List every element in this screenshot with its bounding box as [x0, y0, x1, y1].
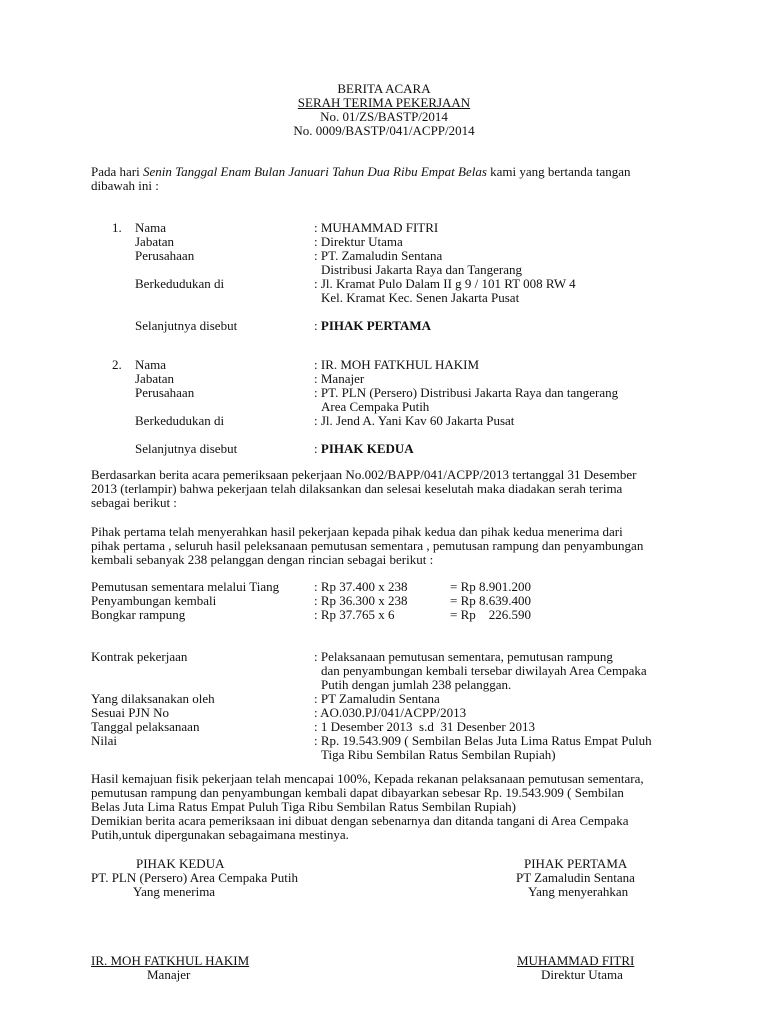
nilai-line-1: : Rp. 19.543.909 ( Sembilan Belas Juta Lima Ratus Empat Puluh	[314, 733, 652, 748]
kontrak-line-1: : Pelaksanaan pemutusan sementara, pemutusan rampung	[314, 649, 613, 664]
party2-berkedudukan-label: Berkedudukan di	[135, 413, 225, 428]
party2-role: PIHAK KEDUA	[320, 441, 414, 456]
party2-perusahaan: : PT. PLN (Persero) Distribusi Jakarta Raya dan tangerang	[314, 385, 619, 400]
party1-disebut-label: Selanjutnya disebut	[135, 318, 238, 333]
cost-label-1: Pemutusan sementara melalui Tiang	[91, 579, 280, 594]
tanggal-label: Tanggal pelaksanaan	[91, 719, 200, 734]
party2-nama: : IR. MOH FATKHUL HAKIM	[314, 357, 480, 372]
para3-line-1: Hasil kemajuan fisik pekerjaan telah mencapai 100%, Kepada rekanan pelaksanaan pemutusan sementara,	[91, 771, 644, 786]
cost-label-3: Bongkar rampung	[91, 607, 186, 622]
para2-line-1: Pihak pertama telah menyerahkan hasil pekerjaan kepada pihak kedua dan pihak kedua menerima dari	[91, 524, 623, 539]
nilai-line-2: Tiga Ribu Sembilan Ratus Sembilan Rupiah)	[321, 747, 556, 762]
party2-jabatan-label: Jabatan	[135, 371, 174, 386]
party1-nama: : MUHAMMAD FITRI	[314, 220, 439, 235]
party1-perusahaan-2: Distribusi Jakarta Raya dan Tangerang	[321, 262, 523, 277]
sign-right-role: PIHAK PERTAMA	[524, 856, 628, 871]
para2-line-3: kembali sebanyak 238 pelanggan dengan rincian sebagai berikut :	[91, 552, 434, 567]
pelaksana-label: Yang dilaksanakan oleh	[91, 691, 215, 706]
sign-right-company: PT Zamaludin Sentana	[516, 870, 635, 885]
sign-right-title: Direktur Utama	[541, 967, 623, 982]
party2-disebut-colon: :	[314, 441, 321, 456]
cost-label-2: Penyambungan kembali	[91, 593, 217, 608]
cost-calc-3: : Rp 37.765 x 6	[314, 607, 395, 622]
party2-perusahaan-2: Area Cempaka Putih	[321, 399, 430, 414]
party2-disebut-label: Selanjutnya disebut	[135, 441, 238, 456]
sign-left-name: IR. MOH FATKHUL HAKIM	[91, 953, 250, 968]
sign-right-action: Yang menyerahkan	[528, 884, 629, 899]
party1-berkedudukan-label: Berkedudukan di	[135, 276, 225, 291]
pelaksana: : PT Zamaludin Sentana	[314, 691, 440, 706]
para1-line-3: sebagai berikut :	[91, 495, 177, 510]
para3-line-4: Demikian berita acara pemeriksaan ini dibuat dengan sebenarnya dan ditanda tangani di Area Cempaka	[91, 813, 629, 828]
cost-result-2: = Rp 8.639.400	[450, 593, 532, 608]
party1-role: PIHAK PERTAMA	[320, 318, 432, 333]
pjn-label: Sesuai PJN No	[91, 705, 170, 720]
sign-left-action: Yang menerima	[133, 884, 216, 899]
intro-line-2: dibawah ini :	[91, 178, 159, 193]
cost-result-3: = Rp 226.590	[450, 607, 532, 622]
party1-perusahaan-label: Perusahaan	[135, 248, 195, 263]
kontrak-line-3: Putih dengan jumlah 238 pelanggan.	[321, 677, 512, 692]
para1-line-2: 2013 (terlampir) bahwa pekerjaan telah dilaksankan dan selesai keselutah maka diadakan serah terima	[91, 481, 623, 496]
party1-disebut-colon: :	[314, 318, 321, 333]
para3-line-3: Belas Juta Lima Ratus Empat Puluh Tiga Ribu Sembilan Ratus Sembilan Rupiah)	[91, 799, 517, 814]
para2-line-2: pihak pertama , seluruh hasil peleksanaan pemutusan sementara , pemutusan rampung dan penyambungan	[91, 538, 644, 553]
pjn-number: : AO.030.PJ/041/ACPP/2013	[314, 705, 467, 720]
cost-calc-1: : Rp 37.400 x 238	[314, 579, 408, 594]
para3-line-2: pemutusan rampung dan penyambungan kembali dapat dibayarkan sebesar Rp. 19.543.909 ( Sembilan	[91, 785, 624, 800]
kontrak-line-2: dan penyambungan kembali tersebar diwilayah Area Cempaka	[321, 663, 647, 678]
document-number-1: No. 01/ZS/BASTP/2014	[320, 109, 448, 124]
kontrak-label: Kontrak pekerjaan	[91, 649, 188, 664]
party2-perusahaan-label: Perusahaan	[135, 385, 195, 400]
document-subtitle	[0, 96, 768, 110]
cost-result-1: = Rp 8.901.200	[450, 579, 532, 594]
document-title: BERITA ACARA	[337, 81, 431, 96]
intro-date: Senin Tanggal Enam Bulan Januari Tahun Dua Ribu Empat Belas	[142, 164, 487, 179]
party1-jabatan-label: Jabatan	[135, 234, 174, 249]
nilai-label: Nilai	[91, 733, 117, 748]
party1-perusahaan: : PT. Zamaludin Sentana	[314, 248, 443, 263]
party1-berkedudukan: : Jl. Kramat Pulo Dalam II g 9 / 101 RT 008 RW 4	[314, 276, 576, 291]
party2-nama-label: Nama	[135, 357, 167, 372]
party2-berkedudukan: : Jl. Jend A. Yani Kav 60 Jakarta Pusat	[314, 413, 515, 428]
party1-jabatan: : Direktur Utama	[314, 234, 403, 249]
party2-disebut	[314, 442, 414, 456]
party1-disebut	[314, 319, 431, 333]
party1-nama-label: Nama	[135, 220, 167, 235]
sign-left-company: PT. PLN (Persero) Area Cempaka Putih	[91, 870, 298, 885]
sign-left-title: Manajer	[147, 967, 191, 982]
party2-jabatan: : Manajer	[314, 371, 365, 386]
para3-line-5: Putih,untuk dipergunakan sebagaimana mestinya.	[91, 827, 349, 842]
intro-line-1	[91, 165, 631, 179]
cost-calc-2: : Rp 36.300 x 238	[314, 593, 408, 608]
para1-line-1: Berdasarkan berita acara pemeriksaan pekerjaan No.002/BAPP/041/ACPP/2013 tertanggal 31 Desember	[91, 467, 637, 482]
party2-number: 2.	[112, 357, 122, 372]
tanggal-pelaksanaan: : 1 Desember 2013 s.d 31 Desenber 2013	[314, 719, 535, 734]
intro-prefix: Pada hari	[91, 164, 143, 179]
sign-left-role: PIHAK KEDUA	[136, 856, 225, 871]
intro-suffix: kami yang bertanda tangan	[486, 164, 631, 179]
sign-right-name: MUHAMMAD FITRI	[517, 953, 635, 968]
document-subtitle-text: SERAH TERIMA PEKERJAAN	[297, 95, 471, 110]
party1-number: 1.	[112, 220, 122, 235]
document-number-2: No. 0009/BASTP/041/ACPP/2014	[293, 123, 475, 138]
party1-berkedudukan-2: Kel. Kramat Kec. Senen Jakarta Pusat	[321, 290, 520, 305]
